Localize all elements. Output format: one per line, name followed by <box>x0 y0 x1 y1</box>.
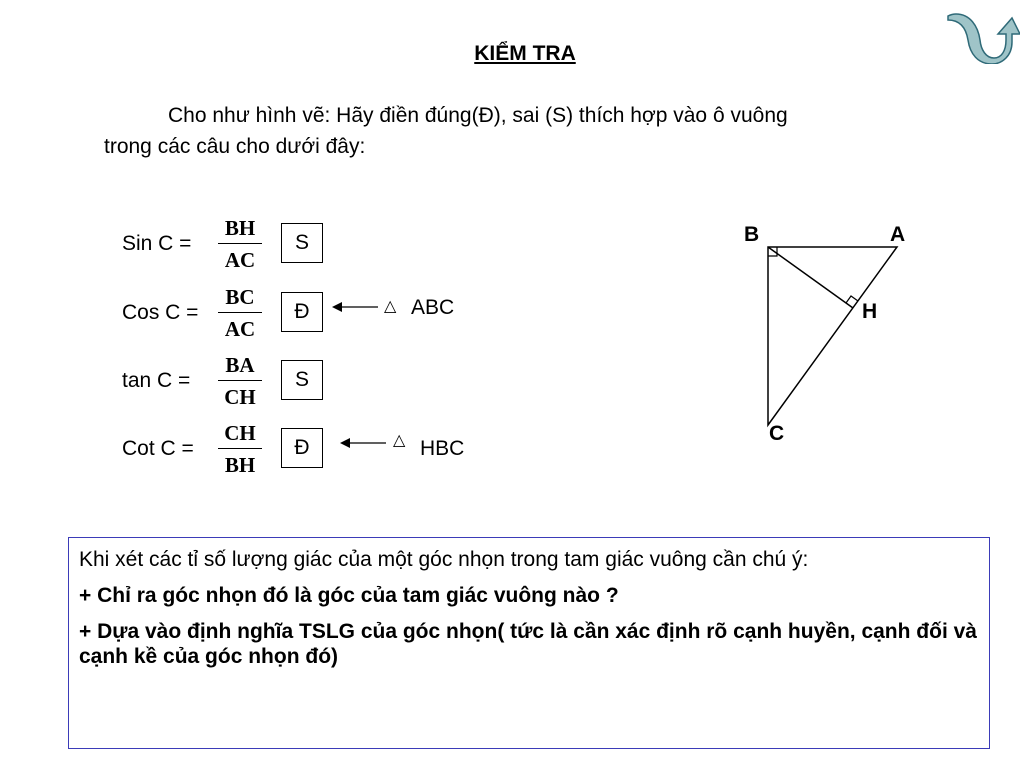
answer-box-cos[interactable]: Đ <box>281 292 323 332</box>
tan-fraction <box>218 353 262 409</box>
note-line-2: + Chỉ ra góc nhọn đó là góc của tam giác vuông nào ? <box>79 584 619 607</box>
note-line-1: Khi xét các tỉ số lượng giác của một góc nhọn trong tam giác vuông cần chú ý: <box>79 548 809 571</box>
note-box <box>68 537 990 749</box>
cot-label: Cot C = <box>122 437 194 460</box>
fraction-numerator: BA <box>218 353 262 381</box>
vertex-a-label: A <box>890 223 906 246</box>
page-title: KIỂM TRA <box>474 42 576 65</box>
cos-fraction <box>218 285 262 341</box>
vertex-h-label: H <box>862 300 878 323</box>
fraction-numerator: BH <box>218 216 262 244</box>
arrow-left-icon <box>338 432 388 452</box>
triangle-figure <box>740 220 920 440</box>
fraction-denominator: CH <box>224 385 256 409</box>
triangle-icon: △ <box>384 298 397 315</box>
fraction-denominator: AC <box>224 248 256 272</box>
tan-label: tan C = <box>122 369 191 392</box>
fraction-numerator: CH <box>218 421 262 449</box>
answer-box-cot[interactable]: Đ <box>281 428 323 468</box>
answer-box-sin[interactable]: S <box>281 223 323 263</box>
intro-line-1: Cho như hình vẽ: Hãy điền đúng(Đ), sai (S) thích hợp vào ô vuông <box>168 104 788 127</box>
note-line-3: + Dựa vào định nghĩa TSLG của góc nhọn( tức là cần xác định rõ cạnh huyền, cạnh đối và cạnh kề của góc nhọn đó) <box>79 620 977 668</box>
answer-box-tan[interactable]: S <box>281 360 323 400</box>
intro-paragraph <box>104 100 944 162</box>
fraction-denominator: BH <box>224 453 256 477</box>
sin-label: Sin C = <box>122 232 192 255</box>
triangle-icon: △ <box>393 432 406 449</box>
cot-fraction <box>218 421 262 477</box>
intro-line-2: trong các câu cho dưới đây: <box>104 135 366 158</box>
vertex-b-label: B <box>744 223 760 246</box>
arrow-left-icon <box>330 296 380 316</box>
triangle-abc-label: ABC <box>411 296 455 319</box>
triangle-hbc-label: HBC <box>420 437 465 460</box>
fraction-denominator: AC <box>224 317 256 341</box>
sin-fraction <box>218 216 262 272</box>
fraction-numerator: BC <box>218 285 262 313</box>
u-turn-arrow-icon[interactable] <box>940 10 1020 64</box>
vertex-c-label: C <box>769 422 785 445</box>
cos-label: Cos C = <box>122 301 199 324</box>
